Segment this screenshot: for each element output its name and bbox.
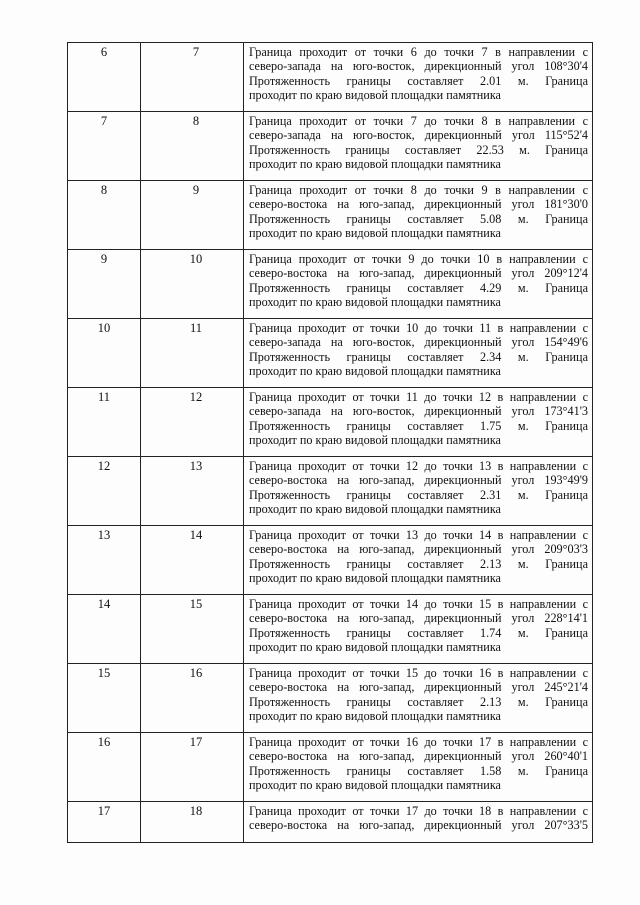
description-line: северо-востока на юго-запад, дирекционный угол 209°12'4 bbox=[249, 266, 588, 281]
point-to-cell bbox=[141, 733, 244, 802]
table-row bbox=[68, 112, 593, 181]
boundary-description bbox=[244, 250, 592, 315]
point-from-number: 7 bbox=[100, 114, 108, 128]
point-from-cell bbox=[68, 457, 141, 526]
description-line: Граница проходит от точки 15 до точки 16 в направлении с bbox=[249, 666, 588, 680]
point-from-cell bbox=[68, 733, 141, 802]
boundary-description-cell bbox=[244, 802, 593, 843]
point-from-number: 15 bbox=[97, 666, 111, 680]
point-to-number: 16 bbox=[189, 666, 203, 680]
description-line: северо-востока на юго-запад, дирекционный угол 207°33'5 bbox=[249, 818, 588, 833]
description-line: проходит по краю видовой площадки памятника bbox=[249, 501, 501, 516]
boundary-description bbox=[244, 802, 592, 839]
point-to-number: 15 bbox=[189, 597, 203, 611]
boundary-description bbox=[244, 388, 592, 453]
point-from-cell bbox=[68, 802, 141, 843]
point-from-number: 12 bbox=[97, 459, 111, 473]
point-to-number: 9 bbox=[192, 183, 200, 197]
description-line: Граница проходит от точки 7 до точки 8 в направлении с bbox=[249, 114, 588, 128]
boundary-description bbox=[244, 319, 592, 384]
boundary-description bbox=[244, 112, 592, 177]
description-line: Протяженность границы составляет 2.13 м. Граница bbox=[249, 694, 588, 709]
point-from-cell bbox=[68, 181, 141, 250]
description-line: северо-запада на юго-восток, дирекционный угол 154°49'6 bbox=[249, 335, 588, 350]
point-from-cell bbox=[68, 112, 141, 181]
table-row bbox=[68, 733, 593, 802]
description-line: Граница проходит от точки 8 до точки 9 в направлении с bbox=[249, 183, 588, 197]
description-line: проходит по краю видовой площадки памятника bbox=[249, 87, 501, 102]
description-line: северо-востока на юго-запад, дирекционный угол 181°30'0 bbox=[249, 197, 588, 212]
point-to-cell bbox=[141, 43, 244, 112]
boundary-description-cell bbox=[244, 250, 593, 319]
point-from-number: 8 bbox=[100, 183, 108, 197]
point-from-number: 16 bbox=[97, 735, 111, 749]
table-row bbox=[68, 457, 593, 526]
point-from-number: 10 bbox=[97, 321, 111, 335]
description-line: Граница проходит от точки 12 до точки 13 в направлении с bbox=[249, 459, 588, 473]
boundary-description bbox=[244, 664, 592, 729]
description-line: Протяженность границы составляет 1.74 м. Граница bbox=[249, 625, 588, 640]
boundary-description bbox=[244, 595, 592, 660]
description-line: северо-востока на юго-запад, дирекционный угол 260°40'1 bbox=[249, 749, 588, 764]
point-from-cell bbox=[68, 595, 141, 664]
description-line: северо-запада на юго-восток, дирекционный угол 173°41'3 bbox=[249, 404, 588, 419]
description-line: Протяженность границы составляет 22.53 м. Граница bbox=[249, 142, 588, 157]
table-row bbox=[68, 319, 593, 388]
boundary-description-cell bbox=[244, 388, 593, 457]
point-to-number: 13 bbox=[189, 459, 203, 473]
description-line: северо-запада на юго-восток, дирекционный угол 108°30'4 bbox=[249, 59, 588, 74]
table-row bbox=[68, 250, 593, 319]
point-from-cell bbox=[68, 43, 141, 112]
description-line: Граница проходит от точки 10 до точки 11 в направлении с bbox=[249, 321, 588, 335]
description-line: проходит по краю видовой площадки памятника bbox=[249, 156, 501, 171]
boundary-description-cell bbox=[244, 526, 593, 595]
description-line: Граница проходит от точки 16 до точки 17 в направлении с bbox=[249, 735, 588, 749]
table-row bbox=[68, 664, 593, 733]
boundary-description-cell bbox=[244, 112, 593, 181]
description-line: проходит по краю видовой площадки памятника bbox=[249, 363, 501, 378]
boundary-description bbox=[244, 733, 592, 798]
point-to-number: 11 bbox=[189, 321, 203, 335]
point-to-cell bbox=[141, 181, 244, 250]
table-row bbox=[68, 802, 593, 843]
description-line: Граница проходит от точки 11 до точки 12 в направлении с bbox=[249, 390, 588, 404]
table-row bbox=[68, 43, 593, 112]
description-line: северо-востока на юго-запад, дирекционный угол 209°03'3 bbox=[249, 542, 588, 557]
point-to-number: 7 bbox=[192, 45, 200, 59]
point-to-number: 17 bbox=[189, 735, 203, 749]
description-line: Протяженность границы составляет 2.01 м. Граница bbox=[249, 73, 588, 88]
table-row bbox=[68, 595, 593, 664]
description-line: проходит по краю видовой площадки памятника bbox=[249, 708, 501, 723]
point-to-number: 12 bbox=[189, 390, 203, 404]
point-to-cell bbox=[141, 526, 244, 595]
boundary-description-table bbox=[67, 42, 593, 843]
point-to-cell bbox=[141, 595, 244, 664]
description-line: Граница проходит от точки 6 до точки 7 в направлении с bbox=[249, 45, 588, 59]
point-to-number: 18 bbox=[189, 804, 203, 818]
point-from-cell bbox=[68, 250, 141, 319]
point-to-cell bbox=[141, 112, 244, 181]
point-to-number: 10 bbox=[189, 252, 203, 266]
boundary-description-cell bbox=[244, 733, 593, 802]
point-from-cell bbox=[68, 664, 141, 733]
description-line: северо-востока на юго-запад, дирекционный угол 228°14'1 bbox=[249, 611, 588, 626]
point-to-number: 8 bbox=[192, 114, 200, 128]
point-to-cell bbox=[141, 319, 244, 388]
point-from-number: 9 bbox=[100, 252, 108, 266]
description-line: Протяженность границы составляет 2.34 м. Граница bbox=[249, 349, 588, 364]
boundary-description bbox=[244, 526, 592, 591]
description-line: Граница проходит от точки 9 до точки 10 в направлении с bbox=[249, 252, 588, 266]
boundary-description-cell bbox=[244, 43, 593, 112]
point-from-number: 17 bbox=[97, 804, 111, 818]
point-from-cell bbox=[68, 388, 141, 457]
table-row bbox=[68, 526, 593, 595]
point-to-cell bbox=[141, 664, 244, 733]
description-line: проходит по краю видовой площадки памятника bbox=[249, 432, 501, 447]
description-line: Граница проходит от точки 17 до точки 18 в направлении с bbox=[249, 804, 588, 818]
description-line: Протяженность границы составляет 2.31 м. Граница bbox=[249, 487, 588, 502]
boundary-description-cell bbox=[244, 319, 593, 388]
description-line: северо-востока на юго-запад, дирекционный угол 245°21'4 bbox=[249, 680, 588, 695]
description-line: проходит по краю видовой площадки памятника bbox=[249, 777, 501, 792]
description-line: северо-запада на юго-восток, дирекционный угол 115°52'4 bbox=[249, 128, 588, 143]
point-from-cell bbox=[68, 319, 141, 388]
point-to-cell bbox=[141, 250, 244, 319]
point-from-number: 14 bbox=[97, 597, 111, 611]
boundary-description-cell bbox=[244, 595, 593, 664]
boundary-description bbox=[244, 43, 592, 108]
point-from-number: 6 bbox=[100, 45, 108, 59]
boundary-description-cell bbox=[244, 457, 593, 526]
description-line: Граница проходит от точки 13 до точки 14 в направлении с bbox=[249, 528, 588, 542]
description-line: Протяженность границы составляет 1.75 м. Граница bbox=[249, 418, 588, 433]
description-line: Протяженность границы составляет 2.13 м. Граница bbox=[249, 556, 588, 571]
point-to-cell bbox=[141, 388, 244, 457]
description-line: Протяженность границы составляет 5.08 м. Граница bbox=[249, 211, 588, 226]
description-line: проходит по краю видовой площадки памятника bbox=[249, 294, 501, 309]
point-to-number: 14 bbox=[189, 528, 203, 542]
description-line: проходит по краю видовой площадки памятника bbox=[249, 225, 501, 240]
description-line: проходит по краю видовой площадки памятника bbox=[249, 639, 501, 654]
point-from-number: 11 bbox=[97, 390, 111, 404]
table-row bbox=[68, 388, 593, 457]
description-line: Протяженность границы составляет 1.58 м. Граница bbox=[249, 763, 588, 778]
boundary-description-cell bbox=[244, 181, 593, 250]
point-to-cell bbox=[141, 457, 244, 526]
table-body bbox=[68, 43, 593, 843]
table-row bbox=[68, 181, 593, 250]
point-to-cell bbox=[141, 802, 244, 843]
description-line: северо-востока на юго-запад, дирекционный угол 193°49'9 bbox=[249, 473, 588, 488]
boundary-description bbox=[244, 181, 592, 246]
boundary-description bbox=[244, 457, 592, 522]
description-line: Протяженность границы составляет 4.29 м. Граница bbox=[249, 280, 588, 295]
point-from-number: 13 bbox=[97, 528, 111, 542]
description-line: Граница проходит от точки 14 до точки 15 в направлении с bbox=[249, 597, 588, 611]
point-from-cell bbox=[68, 526, 141, 595]
description-line: проходит по краю видовой площадки памятника bbox=[249, 570, 501, 585]
boundary-description-cell bbox=[244, 664, 593, 733]
